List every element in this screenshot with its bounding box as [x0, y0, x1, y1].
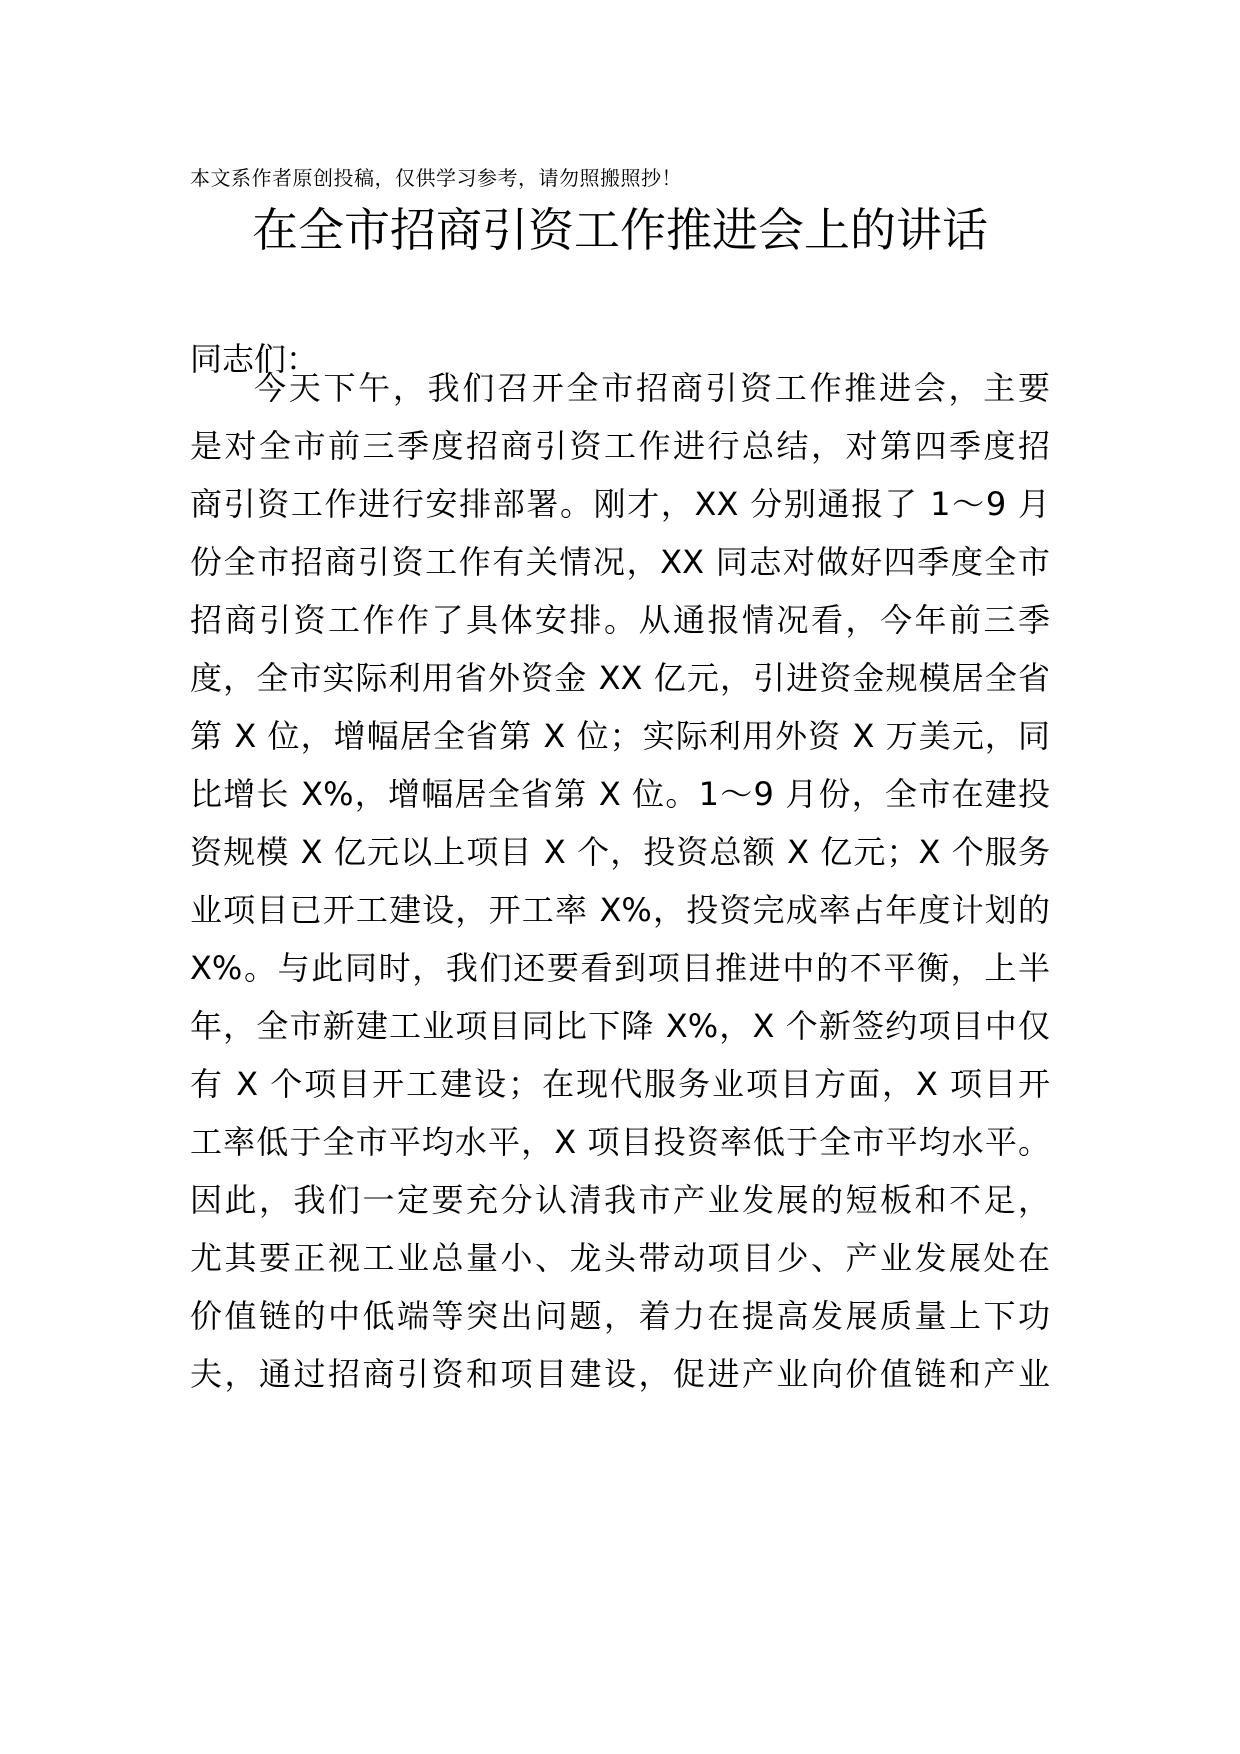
paragraph-line: X%。与此同时，我们还要看到项目推进中的不平衡，上半	[190, 949, 1050, 987]
paragraph-line: 年，全市新建工业项目同比下降 X%，X 个新签约项目中仅	[190, 1007, 1050, 1045]
paragraph-line: 有 X 个项目开工建设；在现代服务业项目方面，X 项目开	[190, 1065, 1050, 1103]
paragraph-line: 份全市招商引资工作有关情况，XX 同志对做好四季度全市	[190, 543, 1050, 581]
paragraph-line: 价值链的中低端等突出问题，着力在提高发展质量上下功	[190, 1297, 1050, 1335]
paragraph-line: 夫，通过招商引资和项目建设，促进产业向价值链和产业	[190, 1355, 1050, 1393]
speech-title: 在全市招商引资工作推进会上的讲话	[252, 203, 988, 257]
paragraph-line: 招商引资工作作了具体安排。从通报情况看，今年前三季	[190, 601, 1050, 639]
paragraph-line: 因此，我们一定要充分认清我市产业发展的短板和不足，	[190, 1181, 1050, 1219]
paragraph-line: 第 X 位，增幅居全省第 X 位；实际利用外资 X 万美元，同	[190, 717, 1050, 755]
paragraph-line: 比增长 X%，增幅居全省第 X 位。1～9 月份，全市在建投	[190, 775, 1050, 813]
paragraph-line: 今天下午，我们召开全市招商引资工作推进会，主要	[254, 369, 1050, 407]
paragraph-line: 业项目已开工建设，开工率 X%，投资完成率占年度计划的	[190, 891, 1050, 929]
paragraph-line: 尤其要正视工业总量小、龙头带动项目少、产业发展处在	[190, 1239, 1050, 1277]
paragraph-line: 资规模 X 亿元以上项目 X 个，投资总额 X 亿元；X 个服务	[190, 833, 1050, 871]
paragraph-line: 度，全市实际利用省外资金 XX 亿元，引进资金规模居全省	[190, 659, 1050, 697]
disclaimer-note: 本文系作者原创投稿，仅供学习参考，请勿照搬照抄！	[190, 166, 682, 190]
paragraph-line: 商引资工作进行安排部署。刚才，XX 分别通报了 1～9 月	[190, 485, 1050, 523]
paragraph-line: 工率低于全市平均水平，X 项目投资率低于全市平均水平。	[190, 1123, 1050, 1161]
salutation: 同志们：	[190, 340, 319, 378]
paragraph-line: 是对全市前三季度招商引资工作进行总结，对第四季度招	[190, 427, 1050, 465]
